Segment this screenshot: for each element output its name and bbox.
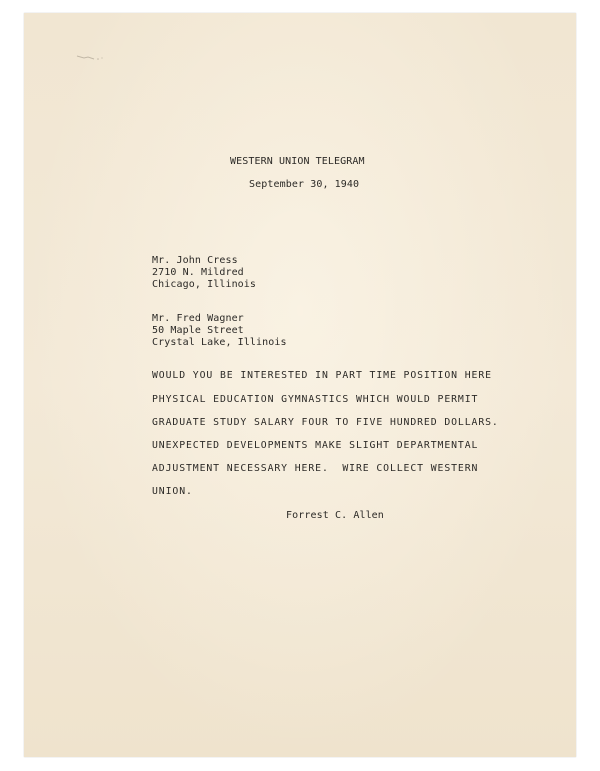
body-line: PHYSICAL EDUCATION GYMNASTICS WHICH WOULD PERMIT	[152, 394, 479, 405]
body-line: UNION.	[152, 486, 193, 497]
body-line: UNEXPECTED DEVELOPMENTS MAKE SLIGHT DEPARTMENTAL	[152, 440, 479, 451]
addressee-1-name: Mr. John Cress	[152, 255, 238, 266]
letter-date: September 30, 1940	[249, 179, 360, 190]
signature: Forrest C. Allen	[286, 510, 384, 521]
paper-sheet	[24, 13, 576, 757]
ink-smudge-icon	[76, 53, 106, 61]
body-line: ADJUSTMENT NECESSARY HERE. WIRE COLLECT WESTERN	[152, 463, 479, 474]
addressee-1-street: 2710 N. Mildred	[152, 267, 244, 278]
addressee-2-street: 50 Maple Street	[152, 325, 244, 336]
body-line: GRADUATE STUDY SALARY FOUR TO FIVE HUNDRED DOLLARS.	[152, 417, 499, 428]
body-line: WOULD YOU BE INTERESTED IN PART TIME POSITION HERE	[152, 370, 492, 381]
addressee-1-city: Chicago, Illinois	[152, 279, 257, 290]
addressee-2-city: Crystal Lake, Illinois	[152, 337, 287, 348]
addressee-2-name: Mr. Fred Wagner	[152, 313, 244, 324]
telegram-heading: WESTERN UNION TELEGRAM	[230, 156, 365, 167]
